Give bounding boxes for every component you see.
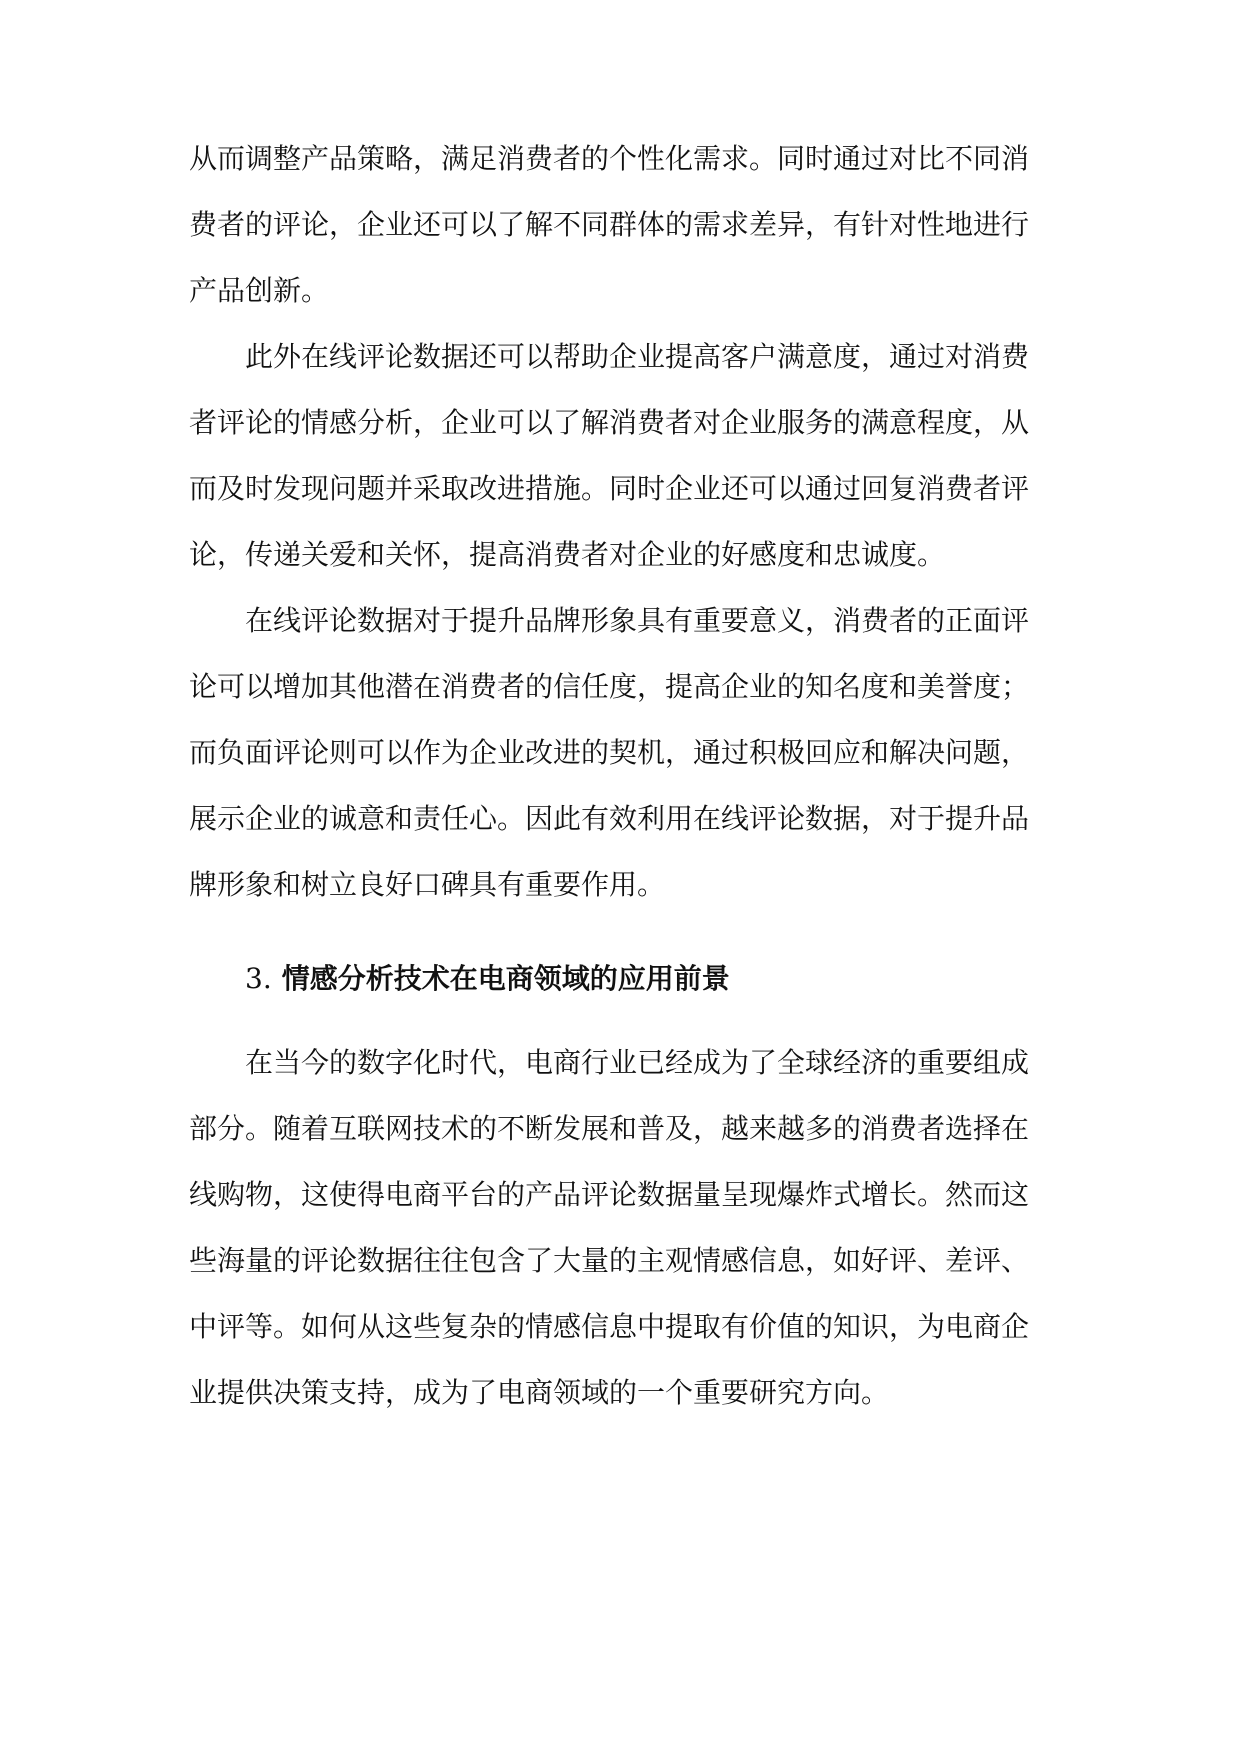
paragraph-2-line-1: 此外在线评论数据还可以帮助企业提高客户满意度，通过对消费	[245, 340, 1030, 373]
paragraph-3-line-1: 在线评论数据对于提升品牌形象具有重要意义，消费者的正面评	[245, 604, 1030, 637]
paragraph-3-line-2: 论可以增加其他潜在消费者的信任度，提高企业的知名度和美誉度；	[189, 670, 1030, 703]
paragraph-1-line-2: 费者的评论，企业还可以了解不同群体的需求差异，有针对性地进行	[189, 208, 1030, 241]
section-title: 情感分析技术在电商领域的应用前景	[281, 962, 730, 995]
section-paragraph-line-3: 线购物，这使得电商平台的产品评论数据量呈现爆炸式增长。然而这	[189, 1178, 1030, 1211]
paragraph-2-line-3: 而及时发现问题并采取改进措施。同时企业还可以通过回复消费者评	[189, 472, 1030, 505]
paragraph-2-line-2: 者评论的情感分析，企业可以了解消费者对企业服务的满意程度，从	[189, 406, 1030, 439]
paragraph-3-line-3: 而负面评论则可以作为企业改进的契机，通过积极回应和解决问题，	[189, 736, 1030, 769]
paragraph-1-line-1: 从而调整产品策略，满足消费者的个性化需求。同时通过对比不同消	[189, 142, 1030, 175]
section-number: 3.	[245, 962, 272, 995]
section-paragraph-line-1: 在当今的数字化时代，电商行业已经成为了全球经济的重要组成	[245, 1046, 1030, 1079]
paragraph-2-line-4: 论，传递关爱和关怀，提高消费者对企业的好感度和忠诚度。	[189, 538, 946, 571]
paragraph-1-line-3: 产品创新。	[189, 274, 330, 307]
section-paragraph-line-6: 业提供决策支持，成为了电商领域的一个重要研究方向。	[189, 1376, 890, 1409]
section-paragraph-line-4: 些海量的评论数据往往包含了大量的主观情感信息，如好评、差评、	[189, 1244, 1030, 1277]
section-heading	[245, 962, 730, 996]
paragraph-3-line-4: 展示企业的诚意和责任心。因此有效利用在线评论数据，对于提升品	[189, 802, 1030, 835]
section-paragraph-line-5: 中评等。如何从这些复杂的情感信息中提取有价值的知识，为电商企	[189, 1310, 1030, 1343]
paragraph-3-line-5: 牌形象和树立良好口碑具有重要作用。	[189, 868, 666, 901]
section-paragraph-line-2: 部分。随着互联网技术的不断发展和普及，越来越多的消费者选择在	[189, 1112, 1030, 1145]
